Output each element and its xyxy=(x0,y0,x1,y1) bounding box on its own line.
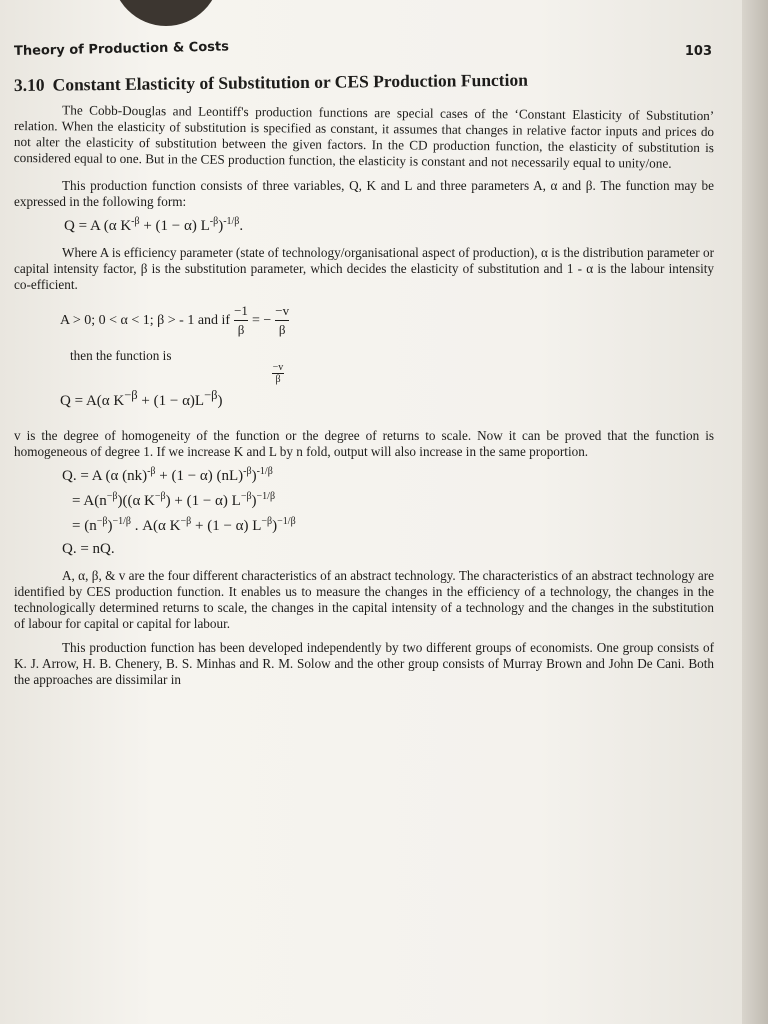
parameter-conditions: A > 0; 0 < α < 1; β > - 1 and if $\frac{-1}{\beta}$ = − $\frac{-v}{\beta}$ xyxy=(60,303,290,337)
paragraph-homogeneity: v is the degree of homogeneity of the function or the degree of returns to scale. Now it can be proved that the function is homogeneous of degree 1. If we increase K and L by n fold, output will also increase in the same proportion. xyxy=(14,428,714,459)
section-title: Constant Elasticity of Substitution or CES Production Function xyxy=(52,69,529,95)
derivation-line-2: = $A(n^{-\beta})((\alpha$ $K^{-\beta}) + (1 - \alpha)$ $L^{-\beta})^{-1/\beta}$ xyxy=(72,491,276,509)
section-heading xyxy=(14,68,714,96)
exponent-v-over-beta: −v β xyxy=(272,362,284,385)
chapter-title: Theory of Production & Costs xyxy=(13,39,230,59)
running-header xyxy=(13,39,714,59)
derivation-line-4: Q. = nQ. xyxy=(62,541,115,557)
fraction-one-over-beta: $\frac{-1}{\beta}$ xyxy=(234,303,248,337)
fraction-v-over-beta: $\frac{-v}{\beta}$ xyxy=(275,303,290,337)
then-text: then the function is xyxy=(70,348,172,363)
derivation-line-1: Q. = A (α (nk)$^{-\beta}$ + (1 − α) (nL)$^{-\beta}$)$^{-1/\beta}$ xyxy=(62,466,273,484)
homogeneity-derivation xyxy=(62,466,714,558)
paragraph-history: This production function has been developed independently by two different groups of economists. One group consists of K. J. Arrow, H. B. Chenery, B. S. Minhas and R. M. Solow and the other group consists of Murray Brown and John De Cani. Both the approaches are dissimilar in xyxy=(14,640,714,687)
paragraph-characteristics: A, α, β, & v are the four different characteristics of an abstract technology. The characteristics of an abstract technology are identified by CES production function. It enables us to measure the changes in the efficiency of a technology, the changes in the technologically determined returns to scale, the changes in the capital intensity of a technology and the changes in the substitution of labour for capital or capital for labour. xyxy=(14,568,714,631)
ces-formula-basic: Q = A (α $K^{-\beta} + (1 - \alpha)$ $L^{-\beta})^{-1/\beta}$. xyxy=(64,216,244,234)
page-number: 103 xyxy=(684,44,712,59)
paragraph-variables: This production function consists of three variables, Q, K and L and three parameters A, α and β. The function may be expressed in the following form: xyxy=(14,178,714,209)
paragraph-intro: The Cobb-Douglas and Leontiff's production functions are special cases of the ‘Constant Elasticity of Substitution’ relation. When the elasticity of substitution is specified as constant, it assumes that changes in relative factor inputs and prices do not alter the elasticity of substitution between the given factors. In the CD production function, the elasticity of substitution is considered equal to one. But in the CES production function, the elasticity is constant and not necessarily equal to unity/one. xyxy=(13,102,715,171)
paragraph-parameters: Where A is efficiency parameter (state of technology/organisational aspect of production), α is the distribution parameter or capital intensity factor, β is the substitution parameter, which decides the elasticity of substitution and 1 - α is the labour intensity co-efficient. xyxy=(14,245,714,292)
page-content xyxy=(13,39,715,694)
section-number: 3.10 xyxy=(13,74,45,95)
derivation-line-3: = $(n^{-\beta})^{-1/\beta}$ . A(α $K^{-\beta} + (1 - \alpha)$ $L^{-\beta})^{-1/\beta}$ xyxy=(72,516,296,534)
page-edge xyxy=(742,0,768,1024)
ces-formula-general: −v β Q = A(α $K^{-\beta} + (1 - \alpha)L^{-\beta}$) xyxy=(60,362,284,409)
